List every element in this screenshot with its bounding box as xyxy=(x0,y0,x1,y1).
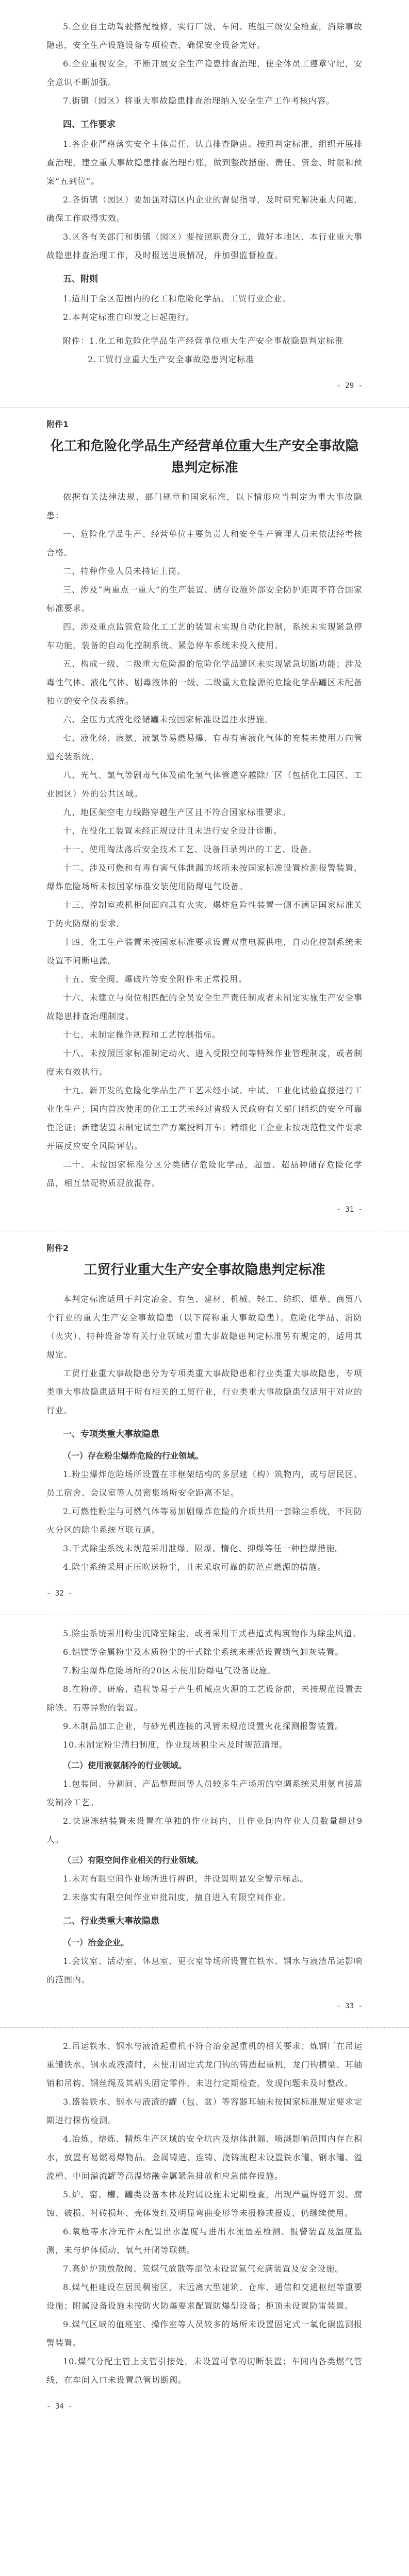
list-item: 2.快速冻结装置未设置在单独的作业间内，且作业间内作业人员数量超过9人。 xyxy=(46,1816,363,1844)
sub-heading: （一）冶金企业。 xyxy=(63,1938,129,1947)
list-item: 6.铝镁等金属粉尘及木质粉尘的干式除尘系统未规范设置锁气卸灰装置。 xyxy=(63,1647,344,1657)
paragraph: 依据有关法律法规、部门规章和国家标准，以下情形应当判定为重大事故隐患： xyxy=(46,492,363,520)
list-item: 7.高炉炉顶放散阀、荒煤气放散等部位未设置氮气充满装置及安全设施。 xyxy=(63,2264,344,2274)
list-item: 五、构成一级、二级重大危险源的危险化学品罐区未实现紧急切断功能；涉及毒性气体、液化气体、剧毒液体的一级、二级重大危险源的危险化学品罐区未配备独立的安全仪表系统。 xyxy=(46,659,363,706)
list-item: 3.干式除尘系统未规范采用泄爆、隔爆、惰化、抑爆等任一种控爆措施。 xyxy=(63,1544,344,1553)
list-item: 5.除尘系统采用粉尘沉降室除尘，或者采用干式巷道式构筑物作为除尘风道。 xyxy=(63,1629,362,1638)
paragraph: 3.区各有关部门和街镇（园区）要按照职责分工，做好本地区、本行业重大事故隐患排查治理工作，及时报送进展情况，并加强监督检查。 xyxy=(46,232,363,260)
list-item: 十三、控制室或机柜间面向具有火灾、爆炸危险性装置一侧不满足国家标准关于防火防爆的要求。 xyxy=(46,900,363,928)
attachment-1 xyxy=(46,417,363,1217)
list-item: 二十、未按国家标准分区分类储存危险化学品，超量、超品种储存危险化学品，相互禁配物质混放混存。 xyxy=(46,1160,363,1188)
list-item: 十五、安全阀、爆破片等安全附件未正常投用。 xyxy=(63,974,248,984)
page-separator xyxy=(0,2027,409,2028)
sub-heading: （一）存在粉尘爆炸危险的行业领域。 xyxy=(63,1451,204,1461)
list-item: 1.包装间、分割间、产品整理间等人员较多生产场所的空调系统采用氨直接蒸发制冷工艺。 xyxy=(46,1779,363,1807)
list-item: 2.未落实有限空间作业审批制度，擅自进入有限空间作业。 xyxy=(63,1892,291,1902)
paragraph: 本判定标准适用于判定冶金、有色、建材、机械、轻工、纺织、烟草、商贸八个行业的重大生产安全事故隐患（以下简称重大事故隐患）。危险化学品、消防（火灾）、特种设备等有关行业领域对重大事故隐患判定标准另有规定的，适用其规定。 xyxy=(46,1294,363,1360)
page-number: - 31 - xyxy=(336,1206,363,1214)
attachment-title: 化工和危险化学品生产经营单位重大生产安全事故隐患判定标准 xyxy=(50,438,359,476)
list-item: 8.在粉碎、研磨、造粒等易于产生机械点火源的工艺设备前，未按规范设置去除铁、石等异物的装置。 xyxy=(46,1684,363,1713)
list-item: 7.粉尘爆炸危险场所的20区未使用防爆电气设备设施。 xyxy=(63,1666,276,1675)
list-item: 1.粉尘爆炸危险场所设置在非框架结构的多层建（构）筑物内，或与居民区、员工宿舍、会议室等人员密集场所安全距离不足。 xyxy=(46,1469,363,1498)
list-item: 十一、使用淘汰落后安全技术工艺、设备目录列出的工艺、设备。 xyxy=(63,844,318,854)
list-item: 十二、涉及可燃和有毒有害气体泄漏的场所未按国家标准设置检测报警装置，爆炸危险场所未按国家标准安装使用防爆电气设备。 xyxy=(46,863,363,891)
attachment-label: 附件2 xyxy=(46,1243,69,1253)
sub-heading: （三）有限空间作业相关的行业领域。 xyxy=(63,1855,204,1865)
attachment-list-item: 2.工贸行业重大生产安全事故隐患判定标准 xyxy=(88,354,255,364)
page-number: - 29 - xyxy=(336,382,363,390)
page-29 xyxy=(46,0,363,394)
paragraph: 2.本判定标准自印发之日起施行。 xyxy=(63,312,195,322)
list-item: 4.冶炼、熔炼、精炼生产区域的安全坑内及熔体泄漏、喷溅影响范围内存在积水，放置有易燃易爆物品。金属铸造、连铸、浇铸流程未设置铁水罐、钢水罐、溢流槽、中间溢流罐等高温熔融金属紧急排放和应急储存设施。 xyxy=(46,2134,363,2181)
list-item: 十九、新开发的危险化学品生产工艺未经小试、中试、工业化试验直接进行工业化生产；国内首次使用的化工工艺未经过省级人民政府有关部门组织的安全可靠性论证；新建装置未制定试生产方案投料开车；精细化工企业未按规范性文件要求开展反应安全风险评估。 xyxy=(46,1086,363,1151)
list-item: 七、液化烃、液氨、液氯等易燃易爆、有毒有害液化气体的充装未使用万向管道充装系统。 xyxy=(46,733,363,761)
list-item: 2.可燃性粉尘与可燃气体等易加剧爆炸危险的介质共用一套除尘系统，不同防火分区的除尘系统互联互通。 xyxy=(46,1506,363,1535)
list-item: 一、危险化学品生产、经营单位主要负责人和安全生产管理人员未依法经考核合格。 xyxy=(46,529,363,557)
list-item: 八、光气、氯气等剧毒气体及硫化氢气体管道穿越除厂区（包括化工园区、工业园区）外的公共区域。 xyxy=(46,770,363,799)
list-item: 1.未对有限空间作业场所进行辨识，并设置明显安全警示标志。 xyxy=(63,1874,309,1884)
list-item: 9.煤气区域的值班室、操作室等人员较多的场所未设置固定式一氧化碳监测报警装置。 xyxy=(46,2319,363,2348)
list-item: 三、涉及“两重点一重大”的生产装置、储存设施外部安全防护距离不符合国家标准要求。 xyxy=(46,585,363,613)
list-item: 6.氧枪等水冷元件未配置出水温度与进出水流量差检测、报警装置及温度监测，未与炉体倾动、氧气开闭等联锁。 xyxy=(46,2227,363,2255)
attachment-2 xyxy=(46,1241,363,2414)
list-item: 8.煤气柜建设在居民稠密区，未远离大型建筑、仓库、通信和交通枢纽等重要设施；附属设备设施未按防火防爆要求配置防爆型设备；柜顶未设置防雷装置。 xyxy=(46,2282,363,2311)
attachment-title: 工贸行业重大生产安全事故隐患判定标准 xyxy=(84,1262,325,1278)
list-item: 二、特种作业人员未持证上岗。 xyxy=(63,566,186,576)
list-item: 十六、未建立与岗位相匹配的全员安全生产责任制或者未制定实施生产安全事故隐患排查治理制度。 xyxy=(46,993,363,1021)
list-item: 10.煤气分配主管上支管引接处，未设置可靠的切断装置；车间内各类燃气管线，在车间入口未设置总管切断阀。 xyxy=(46,2357,363,2385)
page-number: - 34 - xyxy=(46,2402,73,2411)
list-item: 六、全压力式液化烃储罐未按国家标准设置注水措施。 xyxy=(63,715,274,724)
paragraph: 7.街镇（园区）将重大事故隐患排查治理纳入安全生产工作考核内容。 xyxy=(63,96,335,106)
page-number: - 33 - xyxy=(336,2002,363,2010)
attachment-list-item: 附件：1.化工和危险化学品生产经营单位重大生产安全事故隐患判定标准 xyxy=(63,336,344,346)
list-item: 1.会议室、活动室、休息室、更衣室等场所设置在铁水、钢水与液渣吊运影响的范围内。 xyxy=(46,1956,363,1985)
list-item: 十、在役化工装置未经正规设计且未进行安全设计诊断。 xyxy=(63,826,283,836)
list-item: 4.除尘系统采用正压吹送粉尘，且未采取可靠的防范点燃源的措施。 xyxy=(63,1562,326,1572)
attachment-label: 附件1 xyxy=(46,419,69,429)
list-item: 十四、化工生产装置未按国家标准要求设置双重电源供电，自动化控制系统未设置不间断电源。 xyxy=(46,937,363,965)
list-item: 十八、未按照国家标准制定动火、进入受限空间等特殊作业管理制度，或者制度未有效执行。 xyxy=(46,1048,363,1077)
paragraph: 1.各企业严格落实安全主体责任，认真排查隐患。按照判定标准，组织开展排查治理，建立重大事故隐患排查治理台账，做到整改措施、责任、资金、时限和预案“五到位”。 xyxy=(46,139,363,186)
list-item: 3.盛装铁水、钢水与液渣的罐（包、盆）等容器耳轴未按国家标准规定要求定期进行探伤检测。 xyxy=(46,2097,363,2125)
list-item: 2.吊运铁水、钢水与液渣起重机不符合冶金起重机的相关要求；炼钢厂在吊运重罐铁水、钢水或液渣时，未使用固定式龙门钩的铸造起重机，龙门钩横梁、耳轴销和吊钩、钢丝绳及其端头固定零件，未进行定期检查，发现问题未及时整改。 xyxy=(46,2041,363,2088)
paragraph: 工贸行业重大事故隐患分为专项类重大事故隐患和行业类重大事故隐患，专项类重大事故隐患适用于所有相关的工贸行业，行业类重大事故隐患仅适用于对应的行业。 xyxy=(46,1368,363,1415)
page-separator xyxy=(0,407,409,408)
list-item: 10.未制定粉尘清扫制度，作业现场积尘未及时规范清理。 xyxy=(63,1740,288,1750)
section-heading: 二、行业类重大事故隐患 xyxy=(63,1916,159,1926)
paragraph: 2.各街镇（园区）要加强对辖区内企业的督促指导，及时研究解决重大问题，确保工作取得实效。 xyxy=(46,195,363,223)
section-heading: 一、专项类重大事故隐患 xyxy=(63,1429,159,1439)
section-heading: 五、附则 xyxy=(63,274,98,284)
page-number: - 32 - xyxy=(46,1589,73,1598)
list-item: 四、涉及重点监管危险化工工艺的装置未实现自动化控制，系统未实现紧急停车功能，装备的自动化控制系统、紧急停车系统未投入使用。 xyxy=(46,622,363,650)
list-item: 5.炉、窑、槽、罐类设备本体及附属设施未定期检查，出现严重焊缝开裂、腐蚀、破损、衬砖损坏、壳体发红及明显弯曲变形等未报修或报废，仍继续使用。 xyxy=(46,2190,363,2218)
list-item: 十七、未制定操作规程和工艺控制指标。 xyxy=(63,1030,221,1040)
paragraph: 1.适用于全区范围内的化工和危险化学品、工贸行业企业。 xyxy=(63,294,291,303)
paragraph: 5.企业自主动驾驶搭配检修，实行厂级、车间、班组三级安全检查，消除事故隐患，安全生产设施设备专项检查，确保安全设备完好。 xyxy=(46,22,363,50)
section-heading: 四、工作要求 xyxy=(63,120,116,130)
paragraph: 6.企业重视安全，不断开展安全生产隐患排查治理，使全体员工遵章守纪，安全意识不断加强。 xyxy=(46,59,363,87)
list-item: 9.木制品加工企业，与砂光机连接的风管未规范设置火花探测报警装置。 xyxy=(63,1721,344,1731)
sub-heading: （二）使用液氨制冷的行业领域。 xyxy=(63,1760,187,1770)
list-item: 九、地区架空电力线路穿越生产区且不符合国家标准要求。 xyxy=(63,807,291,817)
